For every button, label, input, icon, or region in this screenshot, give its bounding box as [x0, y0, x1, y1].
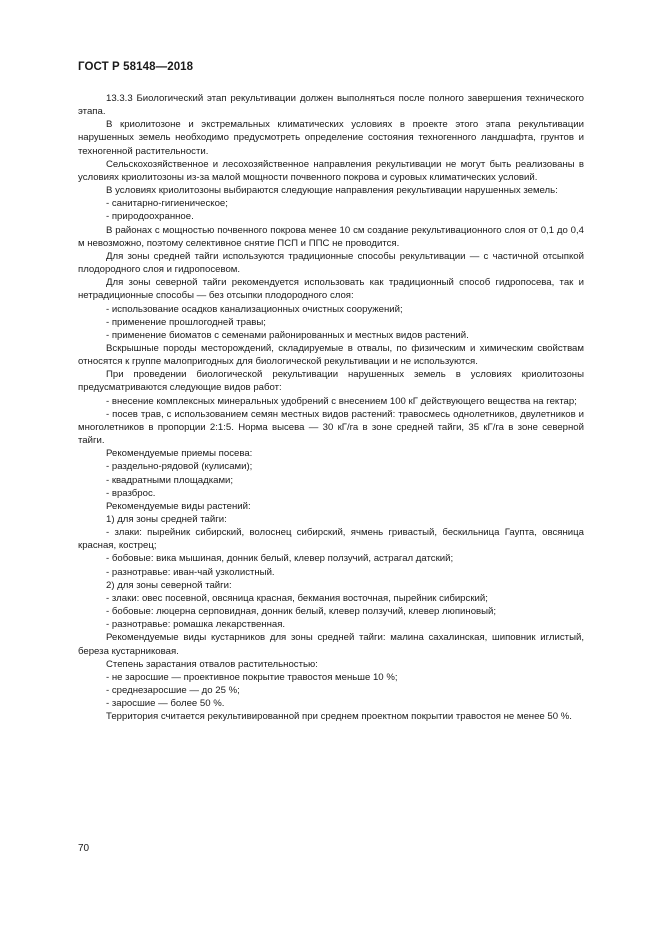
list-item: - разнотравье: иван-чай узколистный.	[106, 566, 275, 578]
paragraph: Территория считается рекультивированной при среднем проектном покрытии травостоя не менее 50 %.	[106, 711, 572, 723]
standard-code-header: ГОСТ Р 58148—2018	[78, 61, 194, 73]
paragraph: Для зоны северной тайги рекомендуется использовать как традиционный способ гидропосева, так и нетрадиционные способы — без отсыпки плодородного слоя:	[78, 277, 584, 302]
list-item: - квадратными площадками;	[106, 474, 234, 486]
paragraph: 13.3.3 Биологический этап рекультивации должен выполняться после полного завершения технического этапа.	[78, 93, 584, 118]
list-item: - злаки: овес посевной, овсяница красная, бекмания восточная, пырейник сибирский;	[106, 592, 488, 604]
list-item: - санитарно-гигиеническое;	[106, 198, 228, 210]
list-item: - раздельно-рядовой (кулисами);	[106, 461, 253, 473]
paragraph: Рекомендуемые виды кустарников для зоны средней тайги: малина сахалинская, шиповник иглистый, береза кустарниковая.	[78, 632, 584, 657]
list-item: - бобовые: вика мышиная, донник белый, клевер ползучий, астрагал датский;	[106, 553, 454, 565]
paragraph: Для зоны средней тайги используются традиционные способы рекультивации — с частичной отсыпкой плодородного слоя и гидропосевом.	[78, 250, 584, 276]
list-item: - применение прошлогодней травы;	[106, 316, 266, 328]
list-item: - природоохранное.	[106, 211, 194, 223]
paragraph: В криолитозоне и экстремальных климатических условиях в проекте этого этапа рекультивации нарушенных земель необходимо предусмотреть определение состояния техногенного ландшафта, грунтов и техногенной растительности.	[78, 119, 584, 157]
paragraph: Степень зарастания отвалов растительностью:	[106, 658, 318, 670]
paragraph: В районах с мощностью почвенного покрова менее 10 см создание рекультивационного слоя от 0,1 до 0,4 м невозможно, поэтому селективное снятие ПСП и ППС не проводится.	[78, 224, 584, 249]
paragraph: Рекомендуемые виды растений:	[106, 500, 251, 512]
list-item: - среднезаросшие — до 25 %;	[106, 685, 240, 697]
paragraph: Сельскохозяйственное и лесохозяйственное направления рекультивации не могут быть реализованы в условиях криолитозоны из-за малой мощности почвенного покрова и суровых климатических условий.	[78, 158, 584, 183]
list-item: - заросшие — более 50 %.	[106, 698, 225, 710]
list-item: - применение биоматов с семенами районированных и местных видов растений.	[106, 329, 469, 341]
list-item: - злаки: пырейник сибирский, волоснец сибирский, ячмень гривастый, бескильница Гаупта, овсяница красная, кострец;	[78, 527, 584, 552]
paragraph: 2) для зоны северной тайги:	[106, 579, 232, 591]
list-item: - вразброс.	[106, 487, 156, 499]
page-number: 70	[78, 843, 90, 854]
document-body	[78, 92, 584, 724]
list-item: - разнотравье: ромашка лекарственная.	[106, 619, 286, 631]
list-item: - использование осадков канализационных очистных сооружений;	[106, 303, 403, 315]
list-item: - внесение комплексных минеральных удобрений с внесением 100 кГ действующего вещества на гектар;	[106, 395, 577, 407]
paragraph: Вскрышные породы месторождений, складируемые в отвалы, по физическим и химическим свойствам относятся к группе малопригодных для биологической рекультивации и не используются.	[78, 342, 584, 368]
paragraph: 1) для зоны средней тайги:	[106, 514, 227, 525]
paragraph: В условиях криолитозоны выбираются следующие направления рекультивации нарушенных земель:	[106, 185, 558, 197]
paragraph: При проведении биологической рекультивации нарушенных земель в условиях криолитозоны предусматриваются следующие видов работ:	[78, 369, 584, 394]
list-item: - бобовые: люцерна серповидная, донник белый, клевер ползучий, клевер люпиновый;	[106, 606, 497, 618]
list-item: - не заросшие — проективное покрытие травостоя меньше 10 %;	[106, 671, 398, 683]
list-item: - посев трав, с использованием семян местных видов растений: травосмесь однолетников, двулетников и многолетников в пропорции 2:1:5. Норма высева — 30 кГ/га в зоне средней тайги, 35 кГ/га в зоне северной тайги.	[78, 408, 584, 447]
paragraph: Рекомендуемые приемы посева:	[106, 448, 253, 460]
